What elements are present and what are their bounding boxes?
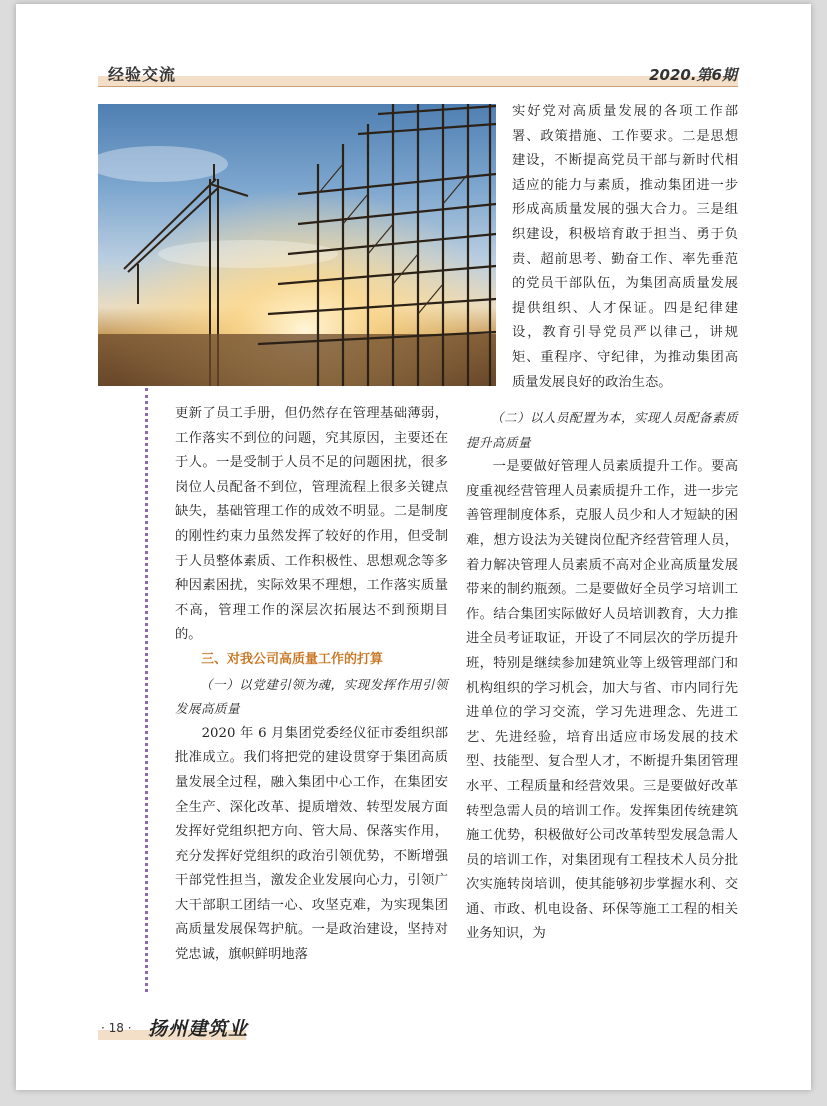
paragraph: 实好党对高质量发展的各项工作部署、政策措施、工作要求。二是思想建设，不断提高党员干部与新时代相适应的能力与素质，推动集团进一步形成高质量发展的强大合力。三是组织建设，积极培育敢于担当、勇于负责、超前思考、勤奋工作、率先垂范的党员干部队伍，为集团高质量发展提供组织、人才保证。四是纪律建设，教育引导党员严以律己，讲规矩、重程序、守纪律，为推动集团高质量发展良好的政治生态。 (512, 104, 738, 390)
subsection-heading: （二）以人员配置为本，实现人员配备素质提升高质量 (466, 410, 739, 450)
right-column-top (512, 100, 738, 395)
magazine-logo: 扬州建筑业 (148, 1018, 249, 1040)
paragraph: 更新了员工手册，但仍然存在管理基础薄弱，工作落实不到位的问题，究其原因，主要还在于人。一是受制于人员不足的问题困扰，很多岗位人员配备不到位，管理流程上很多关键点缺失，基础管理工作的成效不明显。二是制度的刚性约束力虽然发挥了较好的作用，但受制于人员整体素质、工作积极性、思想观念等多种因素困扰，实际效果不理想，工作落实质量不高，管理工作的深层次拓展达不到预期目的。 (175, 406, 448, 643)
construction-photo-art (98, 104, 496, 386)
left-column (175, 402, 448, 968)
paragraph: 一是要做好管理人员素质提升工作。要高度重视经营管理人员素质提升工作，进一步完善管理制度体系，克服人员少和人才短缺的困难，想方设法为关键岗位配齐经营管理人员，着力解决管理人员素质不高对企业高质量发展带来的制约瓶颈。二是要做好全员学习培训工作。结合集团实际做好人员培训教育，大力推进全员考证取证，开设了不同层次的学历提升班，特别是继续参加建筑业等上级管理部门和机构组织的学习机会，加大与省、市内同行先进单位的学习交流，学习先进理念、先进工艺、先进经验，培育出适应市场发展的技术型、技能型、复合型人才，不断提升集团管理水平、工程质量和经营效果。三是要做好改革转型急需人员的培训工作。发挥集团传统建筑施工优势，积极做好公司改革转型发展急需人员的培训工作，对集团现有工程技术人员分批次实施转岗培训，使其能够初步掌握水利、交通、市政、机电设备、环保等施工工程的相关业务知识，为 (466, 459, 738, 942)
issue-label: 2020.第6期 (649, 66, 737, 84)
section-heading: 三、对我公司高质量工作的打算 (201, 651, 384, 667)
subsection-heading: （一）以党建引领为魂，实现发挥作用引领发展高质量 (175, 676, 448, 717)
section-title: 经验交流 (108, 65, 177, 84)
construction-photo (98, 104, 496, 386)
paragraph: 2020 年 6 月集团党委经仪征市委组织部批准成立。我们将把党的建设贯穿于集团高质量发展全过程，融入集团中心工作，在集团安全生产、深化改革、提质增效、转型发展方面发挥好党组织把方向、管大局、保落实作用，充分发挥好党组织的政治引领优势，不断增强干部党性担当，激发企业发展向心力，引领广大干部职工团结一心、攻坚克难，为实现集团高质量发展保驾护航。一是政治建设，坚持对党忠诚，旗帜鲜明地落 (175, 725, 448, 963)
header-band (98, 60, 738, 87)
right-column-bottom (466, 406, 738, 947)
dotted-divider (145, 388, 148, 992)
page-number: · 18 · (101, 1021, 132, 1035)
